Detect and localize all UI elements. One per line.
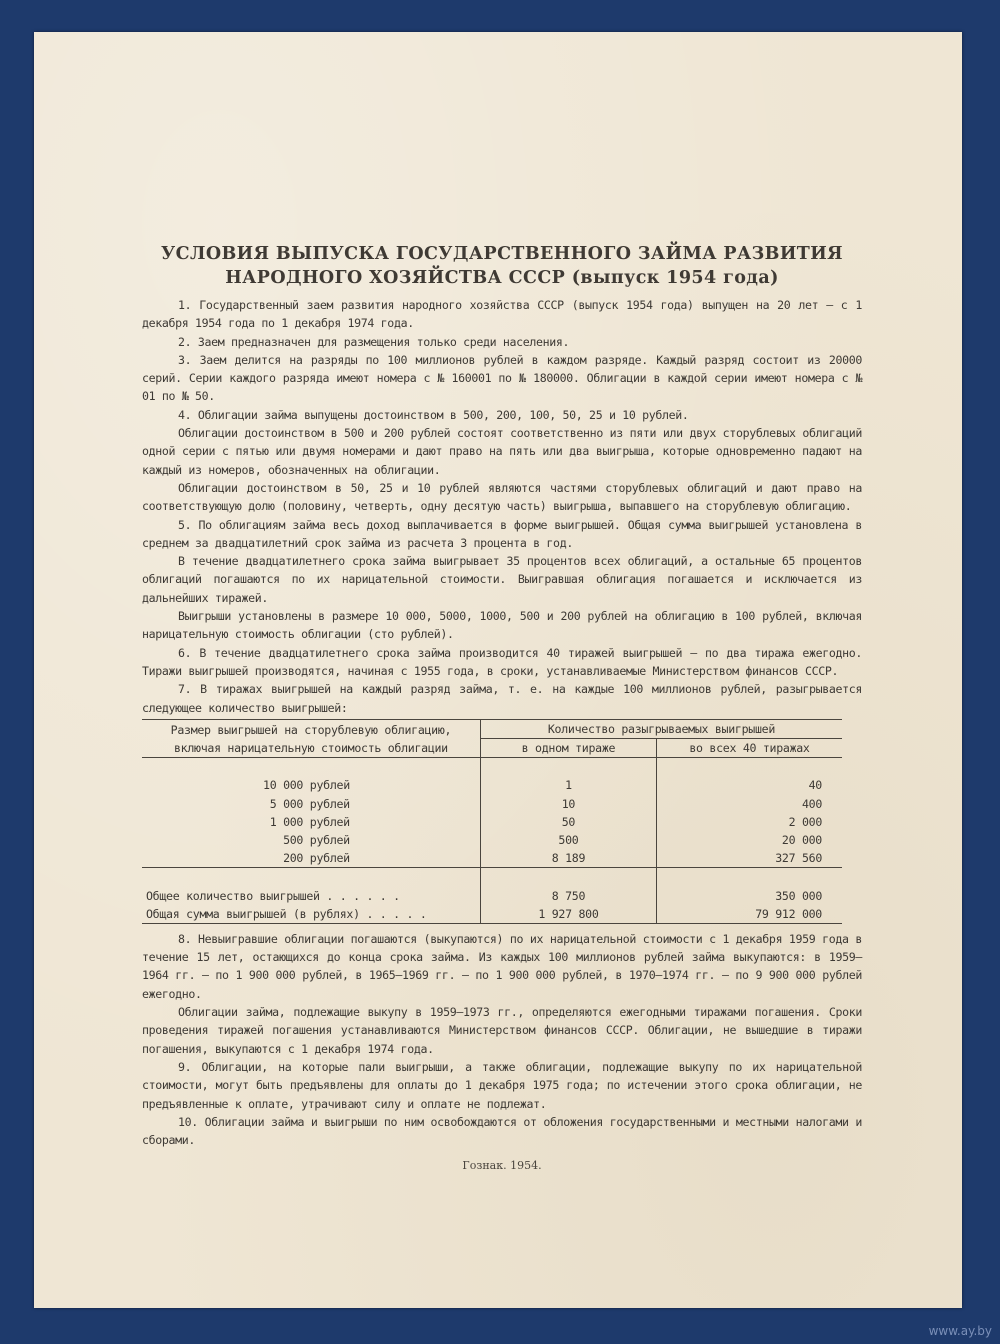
prize-count-all: 2 000 — [657, 813, 842, 831]
paragraph-4: 4. Облигации займа выпущены достоинством в 500, 200, 100, 50, 25 и 10 рублей. — [178, 407, 689, 422]
table-total-row — [142, 887, 842, 905]
site-watermark: www.ay.by — [928, 1324, 992, 1338]
prize-count-one: 8 189 — [480, 849, 656, 868]
conditions-text-part-1 — [142, 296, 862, 717]
paragraph-8a: Облигации займа, подлежащие выкупу в 1959—1973 гг., определяются ежегодными тиражами погашения. Сроки проведения тиражей погашения устанавливаются Министерством финансов СССР. Облигации, не вышедшие в тиражи погашения, выкупаются с 1 декабря 1974 года. — [142, 1005, 862, 1056]
prize-count-all: 400 — [657, 795, 842, 813]
paragraph-5b: Выигрыши установлены в размере 10 000, 5000, 1000, 500 и 200 рублей на облигацию в 100 рублей, включая нарицательную стоимость облигации (сто рублей). — [142, 609, 862, 642]
paragraph-1: 1. Государственный заем развития народного хозяйства СССР (выпуск 1954 года) выпущен на 20 лет — с 1 декабря 1954 года по 1 декабря 1974 года. — [142, 298, 862, 331]
total-all: 350 000 — [657, 887, 842, 905]
paragraph-6: 6. В течение двадцатилетнего срока займа производится 40 тиражей выигрышей — по два тиража ежегодно. Тиражи выигрышей производятся, начиная с 1955 года, в сроки, устанавливаемые Министерством финансов СССР. — [142, 645, 862, 678]
paragraph-5: 5. По облигациям займа весь доход выплачивается в форме выигрышей. Общая сумма выигрышей установлена в среднем за двадцатилетний срок займа из расчета 3 процента в год. — [142, 517, 862, 550]
prize-amount: 5 000 рублей — [269, 796, 350, 811]
paragraph-4a: Облигации достоинством в 500 и 200 рублей состоят соответственно из пяти или двух сторублевых облигаций одной серии с пятью или двумя номерами и дают право на пять или два выигрыша, которые одновременно падают на каждый из номеров, обозначенных на облигации. — [142, 426, 862, 477]
paragraph-2: 2. Заем предназначен для размещения только среди населения. — [178, 334, 570, 349]
table-row — [142, 831, 842, 849]
prize-amount: 10 000 рублей — [263, 778, 350, 793]
paragraph-3: 3. Заем делится на разряды по 100 миллионов рублей в каждом разряде. Каждый разряд состоит из 20000 серий. Серии каждого разряда имеют номера с № 160001 по № 180000. Облигации в каждой серии имеют номера с № 01 по № 50. — [142, 352, 862, 404]
col-one-draw-header: в одном тираже — [480, 739, 656, 758]
paragraph-5a: В течение двадцатилетнего срока займа выигрывает 35 процентов всех облигаций, а остальные 65 процентов облигаций погашаются по их нарицательной стоимости. Выигравшая облигация погашается и исключается из дальнейших тиражей. — [142, 554, 862, 605]
paragraph-9: 9. Облигации, на которые пали выигрыши, а также облигации, подлежащие выкупу по их нарицательной стоимости, могут быть предъявлены для оплаты до 1 декабря 1975 года; по истечении этого срока облигации, не предъявленные к оплате, утрачивают силу и оплате не подлежат. — [142, 1059, 862, 1111]
title-line-1: УСЛОВИЯ ВЫПУСКА ГОСУДАРСТВЕННОГО ЗАЙМА РАЗВИТИЯ — [161, 244, 843, 264]
prize-amount: 200 рублей — [142, 849, 480, 868]
paragraph-8: 8. Невыигравшие облигации погашаются (выкупаются) по их нарицательной стоимости с 1 декабря 1959 года в течение 15 лет, остающихся до конца срока займа. Из каждых 100 миллионов рублей займа выкупаются: в 1959—1964 гг. — по 1 900 000 рублей, в 1965—1969 гг. — по 1 900 000 рублей, в 1970—1974 гг. — по 9 900 000 рублей ежегодно. — [142, 931, 862, 1001]
table-gap — [142, 758, 842, 777]
paragraph-7: 7. В тиражах выигрышей на каждый разряд займа, т. е. на каждые 100 миллионов рублей, разыгрывается следующее количество выигрышей: — [142, 682, 862, 715]
col-group-header: Количество разыгрываемых выигрышей — [480, 719, 842, 738]
total-all: 79 912 000 — [657, 905, 842, 924]
prize-count-all: 20 000 — [657, 831, 842, 849]
total-one: 8 750 — [480, 887, 656, 905]
prize-amount: 1 000 рублей — [269, 814, 350, 829]
total-label: Общее количество выигрышей . . . . . . — [146, 888, 400, 903]
table-row — [142, 813, 842, 831]
prize-count-all: 327 560 — [657, 849, 842, 868]
total-label: Общая сумма выигрышей (в рублях) . . . . . — [142, 905, 480, 924]
col-prize-size-header: Размер выигрышей на сторублевую облигацию, включая нарицательную стоимость облигации — [142, 719, 480, 757]
prize-count-one: 1 — [480, 776, 656, 794]
prize-count-all: 40 — [657, 776, 842, 794]
table-header-row-1 — [142, 719, 842, 738]
printer-imprint: Гознак. 1954. — [462, 1159, 542, 1173]
document-title — [142, 242, 862, 290]
prize-table — [142, 719, 842, 924]
conditions-text-part-2 — [142, 930, 862, 1150]
table-row — [142, 776, 842, 794]
table-row — [142, 849, 842, 868]
paragraph-4b: Облигации достоинством в 50, 25 и 10 рублей являются частями сторублевых облигаций и дают право на соответствующую долю (половину, четверть, одну десятую часть) выигрыша, выпавшего на сторублевую облигацию. — [142, 480, 862, 514]
table-total-row — [142, 905, 842, 924]
paragraph-10: 10. Облигации займа и выигрыши по ним освобождаются от обложения государственными и местными налогами и сборами. — [142, 1114, 862, 1148]
prize-count-one: 50 — [480, 813, 656, 831]
table-gap — [142, 868, 842, 887]
title-line-2: НАРОДНОГО ХОЗЯЙСТВА СССР (выпуск 1954 года) — [225, 268, 779, 288]
prize-amount: 500 рублей — [283, 833, 350, 848]
total-one: 1 927 800 — [480, 905, 656, 924]
prize-count-one: 500 — [480, 831, 656, 849]
conditions-document — [142, 242, 862, 1172]
table-row — [142, 795, 842, 813]
col-all-draws-header: во всех 40 тиражах — [657, 739, 842, 758]
bond-sheet — [34, 32, 962, 1308]
prize-count-one: 10 — [480, 795, 656, 813]
